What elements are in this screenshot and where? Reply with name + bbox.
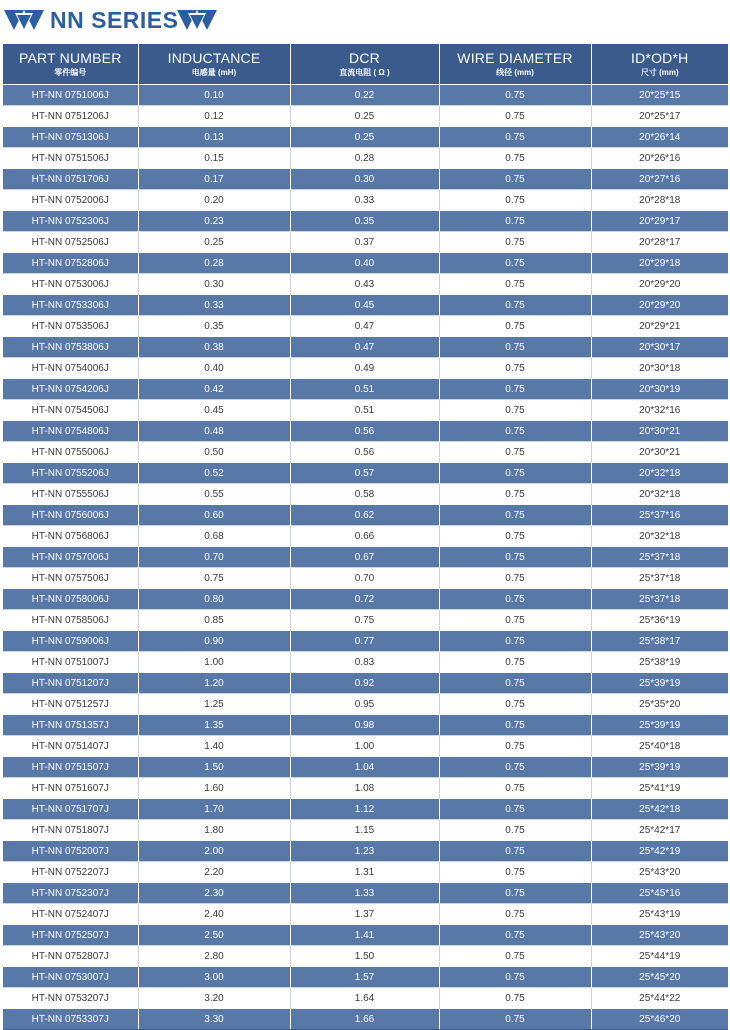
cell-wire-diameter: 0.75 [439,631,591,652]
cell-dcr: 0.58 [290,484,439,505]
cell-dimensions: 25*41*19 [591,778,728,799]
cell-dcr: 0.62 [290,505,439,526]
cell-wire-diameter: 0.75 [439,169,591,190]
cell-wire-diameter: 0.75 [439,862,591,883]
cell-wire-diameter: 0.75 [439,253,591,274]
cell-dimensions: 25*43*20 [591,925,728,946]
cell-inductance: 0.60 [138,505,290,526]
cell-inductance: 0.42 [138,379,290,400]
series-title-bar [0,0,730,44]
table-row [3,148,728,169]
cell-dimensions: 25*42*17 [591,820,728,841]
header-dcr: DCR 直流电阻 ( Ω ) [290,44,439,85]
cell-part-number: HT-NN 0752006J [3,190,138,211]
cell-part-number: HT-NN 0751507J [3,757,138,778]
cell-wire-diameter: 0.75 [439,988,591,1009]
cell-wire-diameter: 0.75 [439,463,591,484]
cell-wire-diameter: 0.75 [439,106,591,127]
cell-dcr: 1.57 [290,967,439,988]
cell-dimensions: 20*29*20 [591,274,728,295]
cell-wire-diameter: 0.75 [439,904,591,925]
cell-inductance: 0.75 [138,568,290,589]
header-wire-diameter: WIRE DIAMETER 线径 (mm) [439,44,591,85]
cell-dimensions: 20*32*16 [591,400,728,421]
table-row [3,820,728,841]
cell-inductance: 1.40 [138,736,290,757]
table-row [3,526,728,547]
cell-dcr: 0.77 [290,631,439,652]
table-row [3,106,728,127]
cell-inductance: 0.52 [138,463,290,484]
cell-inductance: 1.35 [138,715,290,736]
cell-part-number: HT-NN 0753806J [3,337,138,358]
table-row [3,295,728,316]
cell-dcr: 0.75 [290,610,439,631]
cell-inductance: 0.35 [138,316,290,337]
cell-wire-diameter: 0.75 [439,211,591,232]
cell-inductance: 2.40 [138,904,290,925]
cell-inductance: 0.30 [138,274,290,295]
table-row [3,925,728,946]
page-title: NN SERIES [50,7,179,33]
table-row [3,778,728,799]
cell-dimensions: 25*43*19 [591,904,728,925]
cell-part-number: HT-NN 0751407J [3,736,138,757]
table-row [3,463,728,484]
cell-dcr: 0.40 [290,253,439,274]
cell-dcr: 0.47 [290,316,439,337]
cell-dimensions: 25*42*18 [591,799,728,820]
cell-dimensions: 20*32*18 [591,484,728,505]
header-inductance: INDUCTANCE 电感量 (mH) [138,44,290,85]
cell-wire-diameter: 0.75 [439,547,591,568]
cell-inductance: 1.80 [138,820,290,841]
cell-dcr: 0.83 [290,652,439,673]
cell-dimensions: 25*43*20 [591,862,728,883]
cell-inductance: 1.60 [138,778,290,799]
cell-wire-diameter: 0.75 [439,841,591,862]
cell-inductance: 0.17 [138,169,290,190]
table-row [3,652,728,673]
specs-table [3,44,728,1030]
cell-inductance: 0.45 [138,400,290,421]
cell-dcr: 0.56 [290,442,439,463]
cell-wire-diameter: 0.75 [439,337,591,358]
cell-dcr: 0.30 [290,169,439,190]
cell-dcr: 0.28 [290,148,439,169]
cell-dcr: 1.12 [290,799,439,820]
cell-dimensions: 20*30*21 [591,442,728,463]
table-row [3,379,728,400]
cell-dimensions: 20*30*21 [591,421,728,442]
cell-dcr: 1.33 [290,883,439,904]
cell-inductance: 0.25 [138,232,290,253]
table-row [3,589,728,610]
cell-dcr: 0.51 [290,379,439,400]
cell-dcr: 0.37 [290,232,439,253]
cell-inductance: 0.10 [138,85,290,106]
cell-dimensions: 25*38*19 [591,652,728,673]
cell-dimensions: 25*36*19 [591,610,728,631]
cell-inductance: 0.20 [138,190,290,211]
table-row [3,904,728,925]
cell-wire-diameter: 0.75 [439,232,591,253]
cell-dimensions: 20*29*17 [591,211,728,232]
cell-part-number: HT-NN 0752806J [3,253,138,274]
table-row [3,505,728,526]
cell-dcr: 0.57 [290,463,439,484]
cell-wire-diameter: 0.75 [439,925,591,946]
cell-wire-diameter: 0.75 [439,85,591,106]
cell-part-number: HT-NN 0751257J [3,694,138,715]
cell-dimensions: 25*46*20 [591,1009,728,1030]
table-row [3,631,728,652]
cell-wire-diameter: 0.75 [439,610,591,631]
header-part-number: PART NUMBER 零件编号 [3,44,138,85]
cell-wire-diameter: 0.75 [439,400,591,421]
cell-inductance: 0.23 [138,211,290,232]
table-row [3,946,728,967]
cell-part-number: HT-NN 0753007J [3,967,138,988]
cell-part-number: HT-NN 0753506J [3,316,138,337]
cell-part-number: HT-NN 0752207J [3,862,138,883]
cell-dcr: 0.35 [290,211,439,232]
cell-dcr: 1.15 [290,820,439,841]
cell-wire-diameter: 0.75 [439,274,591,295]
table-row [3,316,728,337]
cell-part-number: HT-NN 0752407J [3,904,138,925]
cell-dcr: 0.45 [290,295,439,316]
cell-inductance: 1.20 [138,673,290,694]
cell-part-number: HT-NN 0755006J [3,442,138,463]
cell-wire-diameter: 0.75 [439,316,591,337]
cell-dcr: 1.00 [290,736,439,757]
cell-dimensions: 20*25*15 [591,85,728,106]
cell-part-number: HT-NN 0757006J [3,547,138,568]
table-row [3,862,728,883]
table-row [3,442,728,463]
cell-dimensions: 25*37*18 [591,589,728,610]
cell-dcr: 0.33 [290,190,439,211]
cell-dimensions: 25*42*19 [591,841,728,862]
table-row [3,715,728,736]
cell-part-number: HT-NN 0751807J [3,820,138,841]
cell-inductance: 0.15 [138,148,290,169]
cell-dimensions: 25*45*20 [591,967,728,988]
cell-dcr: 1.41 [290,925,439,946]
cell-inductance: 0.85 [138,610,290,631]
table-row [3,274,728,295]
cell-dimensions: 25*38*17 [591,631,728,652]
cell-dcr: 0.95 [290,694,439,715]
cell-part-number: HT-NN 0751206J [3,106,138,127]
cell-wire-diameter: 0.75 [439,295,591,316]
cell-inductance: 0.12 [138,106,290,127]
table-body [3,85,728,1030]
cell-dcr: 0.98 [290,715,439,736]
cell-inductance: 2.50 [138,925,290,946]
cell-dimensions: 20*30*19 [591,379,728,400]
cell-inductance: 0.68 [138,526,290,547]
cell-part-number: HT-NN 0751007J [3,652,138,673]
cell-dcr: 1.64 [290,988,439,1009]
cell-inductance: 0.48 [138,421,290,442]
cell-dimensions: 20*25*17 [591,106,728,127]
table-row [3,232,728,253]
cell-part-number: HT-NN 0753306J [3,295,138,316]
cell-inductance: 0.13 [138,127,290,148]
cell-dcr: 0.72 [290,589,439,610]
cell-part-number: HT-NN 0758006J [3,589,138,610]
double-triangle-down-icon [177,10,217,32]
cell-dimensions: 25*37*16 [591,505,728,526]
cell-wire-diameter: 0.75 [439,715,591,736]
cell-part-number: HT-NN 0751707J [3,799,138,820]
cell-part-number: HT-NN 0759006J [3,631,138,652]
table-row [3,547,728,568]
cell-part-number: HT-NN 0751207J [3,673,138,694]
cell-dimensions: 25*35*20 [591,694,728,715]
cell-dimensions: 25*37*18 [591,568,728,589]
cell-wire-diameter: 0.75 [439,652,591,673]
cell-inductance: 2.80 [138,946,290,967]
cell-wire-diameter: 0.75 [439,127,591,148]
cell-part-number: HT-NN 0751607J [3,778,138,799]
cell-inductance: 0.40 [138,358,290,379]
table-row [3,337,728,358]
table-row [3,1009,728,1030]
table-row [3,127,728,148]
cell-inductance: 0.55 [138,484,290,505]
cell-wire-diameter: 0.75 [439,526,591,547]
table-row [3,610,728,631]
cell-dimensions: 25*39*19 [591,715,728,736]
table-row [3,694,728,715]
table-row [3,757,728,778]
cell-inductance: 0.80 [138,589,290,610]
cell-part-number: HT-NN 0756806J [3,526,138,547]
table-row [3,484,728,505]
cell-wire-diameter: 0.75 [439,673,591,694]
table-row [3,568,728,589]
cell-part-number: HT-NN 0753307J [3,1009,138,1030]
cell-dcr: 0.22 [290,85,439,106]
cell-inductance: 0.38 [138,337,290,358]
cell-dcr: 1.04 [290,757,439,778]
cell-inductance: 2.20 [138,862,290,883]
cell-part-number: HT-NN 0752307J [3,883,138,904]
cell-dcr: 1.23 [290,841,439,862]
table-row [3,841,728,862]
table-row [3,253,728,274]
cell-dimensions: 20*30*18 [591,358,728,379]
cell-part-number: HT-NN 0754206J [3,379,138,400]
cell-inductance: 2.30 [138,883,290,904]
table-row [3,883,728,904]
table-row [3,988,728,1009]
cell-wire-diameter: 0.75 [439,1009,591,1030]
cell-dcr: 0.49 [290,358,439,379]
cell-wire-diameter: 0.75 [439,757,591,778]
table-row [3,211,728,232]
cell-part-number: HT-NN 0755506J [3,484,138,505]
cell-dimensions: 20*26*14 [591,127,728,148]
cell-wire-diameter: 0.75 [439,778,591,799]
cell-inductance: 1.50 [138,757,290,778]
cell-inductance: 3.30 [138,1009,290,1030]
cell-part-number: HT-NN 0753207J [3,988,138,1009]
table-row [3,85,728,106]
table-header-row [3,44,728,85]
cell-dimensions: 25*39*19 [591,673,728,694]
cell-wire-diameter: 0.75 [439,799,591,820]
cell-wire-diameter: 0.75 [439,736,591,757]
cell-dcr: 0.67 [290,547,439,568]
cell-dcr: 0.25 [290,127,439,148]
table-row [3,799,728,820]
cell-dcr: 0.51 [290,400,439,421]
cell-wire-diameter: 0.75 [439,589,591,610]
cell-part-number: HT-NN 0751306J [3,127,138,148]
cell-dcr: 0.66 [290,526,439,547]
cell-dimensions: 20*27*16 [591,169,728,190]
cell-dcr: 0.56 [290,421,439,442]
cell-dcr: 0.92 [290,673,439,694]
cell-inductance: 0.70 [138,547,290,568]
cell-dimensions: 20*32*18 [591,463,728,484]
cell-dcr: 0.25 [290,106,439,127]
cell-dcr: 1.37 [290,904,439,925]
table-row [3,967,728,988]
cell-wire-diameter: 0.75 [439,694,591,715]
cell-dcr: 0.43 [290,274,439,295]
cell-dimensions: 20*26*16 [591,148,728,169]
cell-inductance: 3.00 [138,967,290,988]
header-dimensions: ID*OD*H 尺寸 (mm) [591,44,728,85]
cell-dimensions: 20*29*18 [591,253,728,274]
double-triangle-down-icon [4,10,44,32]
cell-part-number: HT-NN 0754806J [3,421,138,442]
cell-inductance: 2.00 [138,841,290,862]
cell-dimensions: 25*44*19 [591,946,728,967]
cell-wire-diameter: 0.75 [439,442,591,463]
cell-part-number: HT-NN 0751506J [3,148,138,169]
cell-part-number: HT-NN 0753006J [3,274,138,295]
table-row [3,358,728,379]
cell-inductance: 0.50 [138,442,290,463]
cell-part-number: HT-NN 0752506J [3,232,138,253]
table-row [3,169,728,190]
cell-inductance: 1.70 [138,799,290,820]
cell-inductance: 1.25 [138,694,290,715]
table-row [3,673,728,694]
cell-dimensions: 20*29*21 [591,316,728,337]
cell-dimensions: 25*37*18 [591,547,728,568]
cell-part-number: HT-NN 0755206J [3,463,138,484]
table-row [3,190,728,211]
cell-dimensions: 20*32*18 [591,526,728,547]
cell-dcr: 1.50 [290,946,439,967]
cell-wire-diameter: 0.75 [439,820,591,841]
cell-part-number: HT-NN 0751706J [3,169,138,190]
cell-inductance: 0.33 [138,295,290,316]
cell-inductance: 3.20 [138,988,290,1009]
table-row [3,421,728,442]
table-row [3,400,728,421]
cell-part-number: HT-NN 0752306J [3,211,138,232]
cell-dcr: 0.70 [290,568,439,589]
cell-dimensions: 20*28*17 [591,232,728,253]
cell-dimensions: 25*45*16 [591,883,728,904]
cell-dimensions: 20*28*18 [591,190,728,211]
cell-part-number: HT-NN 0756006J [3,505,138,526]
cell-dimensions: 20*30*17 [591,337,728,358]
cell-dcr: 1.66 [290,1009,439,1030]
cell-inductance: 0.28 [138,253,290,274]
cell-inductance: 0.90 [138,631,290,652]
cell-part-number: HT-NN 0752507J [3,925,138,946]
cell-wire-diameter: 0.75 [439,358,591,379]
cell-part-number: HT-NN 0751006J [3,85,138,106]
cell-dcr: 1.31 [290,862,439,883]
cell-dimensions: 20*29*20 [591,295,728,316]
cell-wire-diameter: 0.75 [439,148,591,169]
specs-table-wrapper [3,44,728,1030]
cell-dimensions: 25*40*18 [591,736,728,757]
cell-part-number: HT-NN 0757506J [3,568,138,589]
cell-part-number: HT-NN 0754506J [3,400,138,421]
cell-part-number: HT-NN 0752007J [3,841,138,862]
cell-dimensions: 25*44*22 [591,988,728,1009]
cell-wire-diameter: 0.75 [439,946,591,967]
cell-wire-diameter: 0.75 [439,568,591,589]
cell-dimensions: 25*39*19 [591,757,728,778]
cell-dcr: 0.47 [290,337,439,358]
cell-wire-diameter: 0.75 [439,190,591,211]
cell-wire-diameter: 0.75 [439,967,591,988]
cell-part-number: HT-NN 0752807J [3,946,138,967]
cell-part-number: HT-NN 0754006J [3,358,138,379]
table-row [3,736,728,757]
cell-inductance: 1.00 [138,652,290,673]
cell-wire-diameter: 0.75 [439,379,591,400]
cell-wire-diameter: 0.75 [439,505,591,526]
cell-wire-diameter: 0.75 [439,421,591,442]
cell-part-number: HT-NN 0751357J [3,715,138,736]
cell-wire-diameter: 0.75 [439,484,591,505]
cell-part-number: HT-NN 0758506J [3,610,138,631]
cell-dcr: 1.08 [290,778,439,799]
cell-wire-diameter: 0.75 [439,883,591,904]
